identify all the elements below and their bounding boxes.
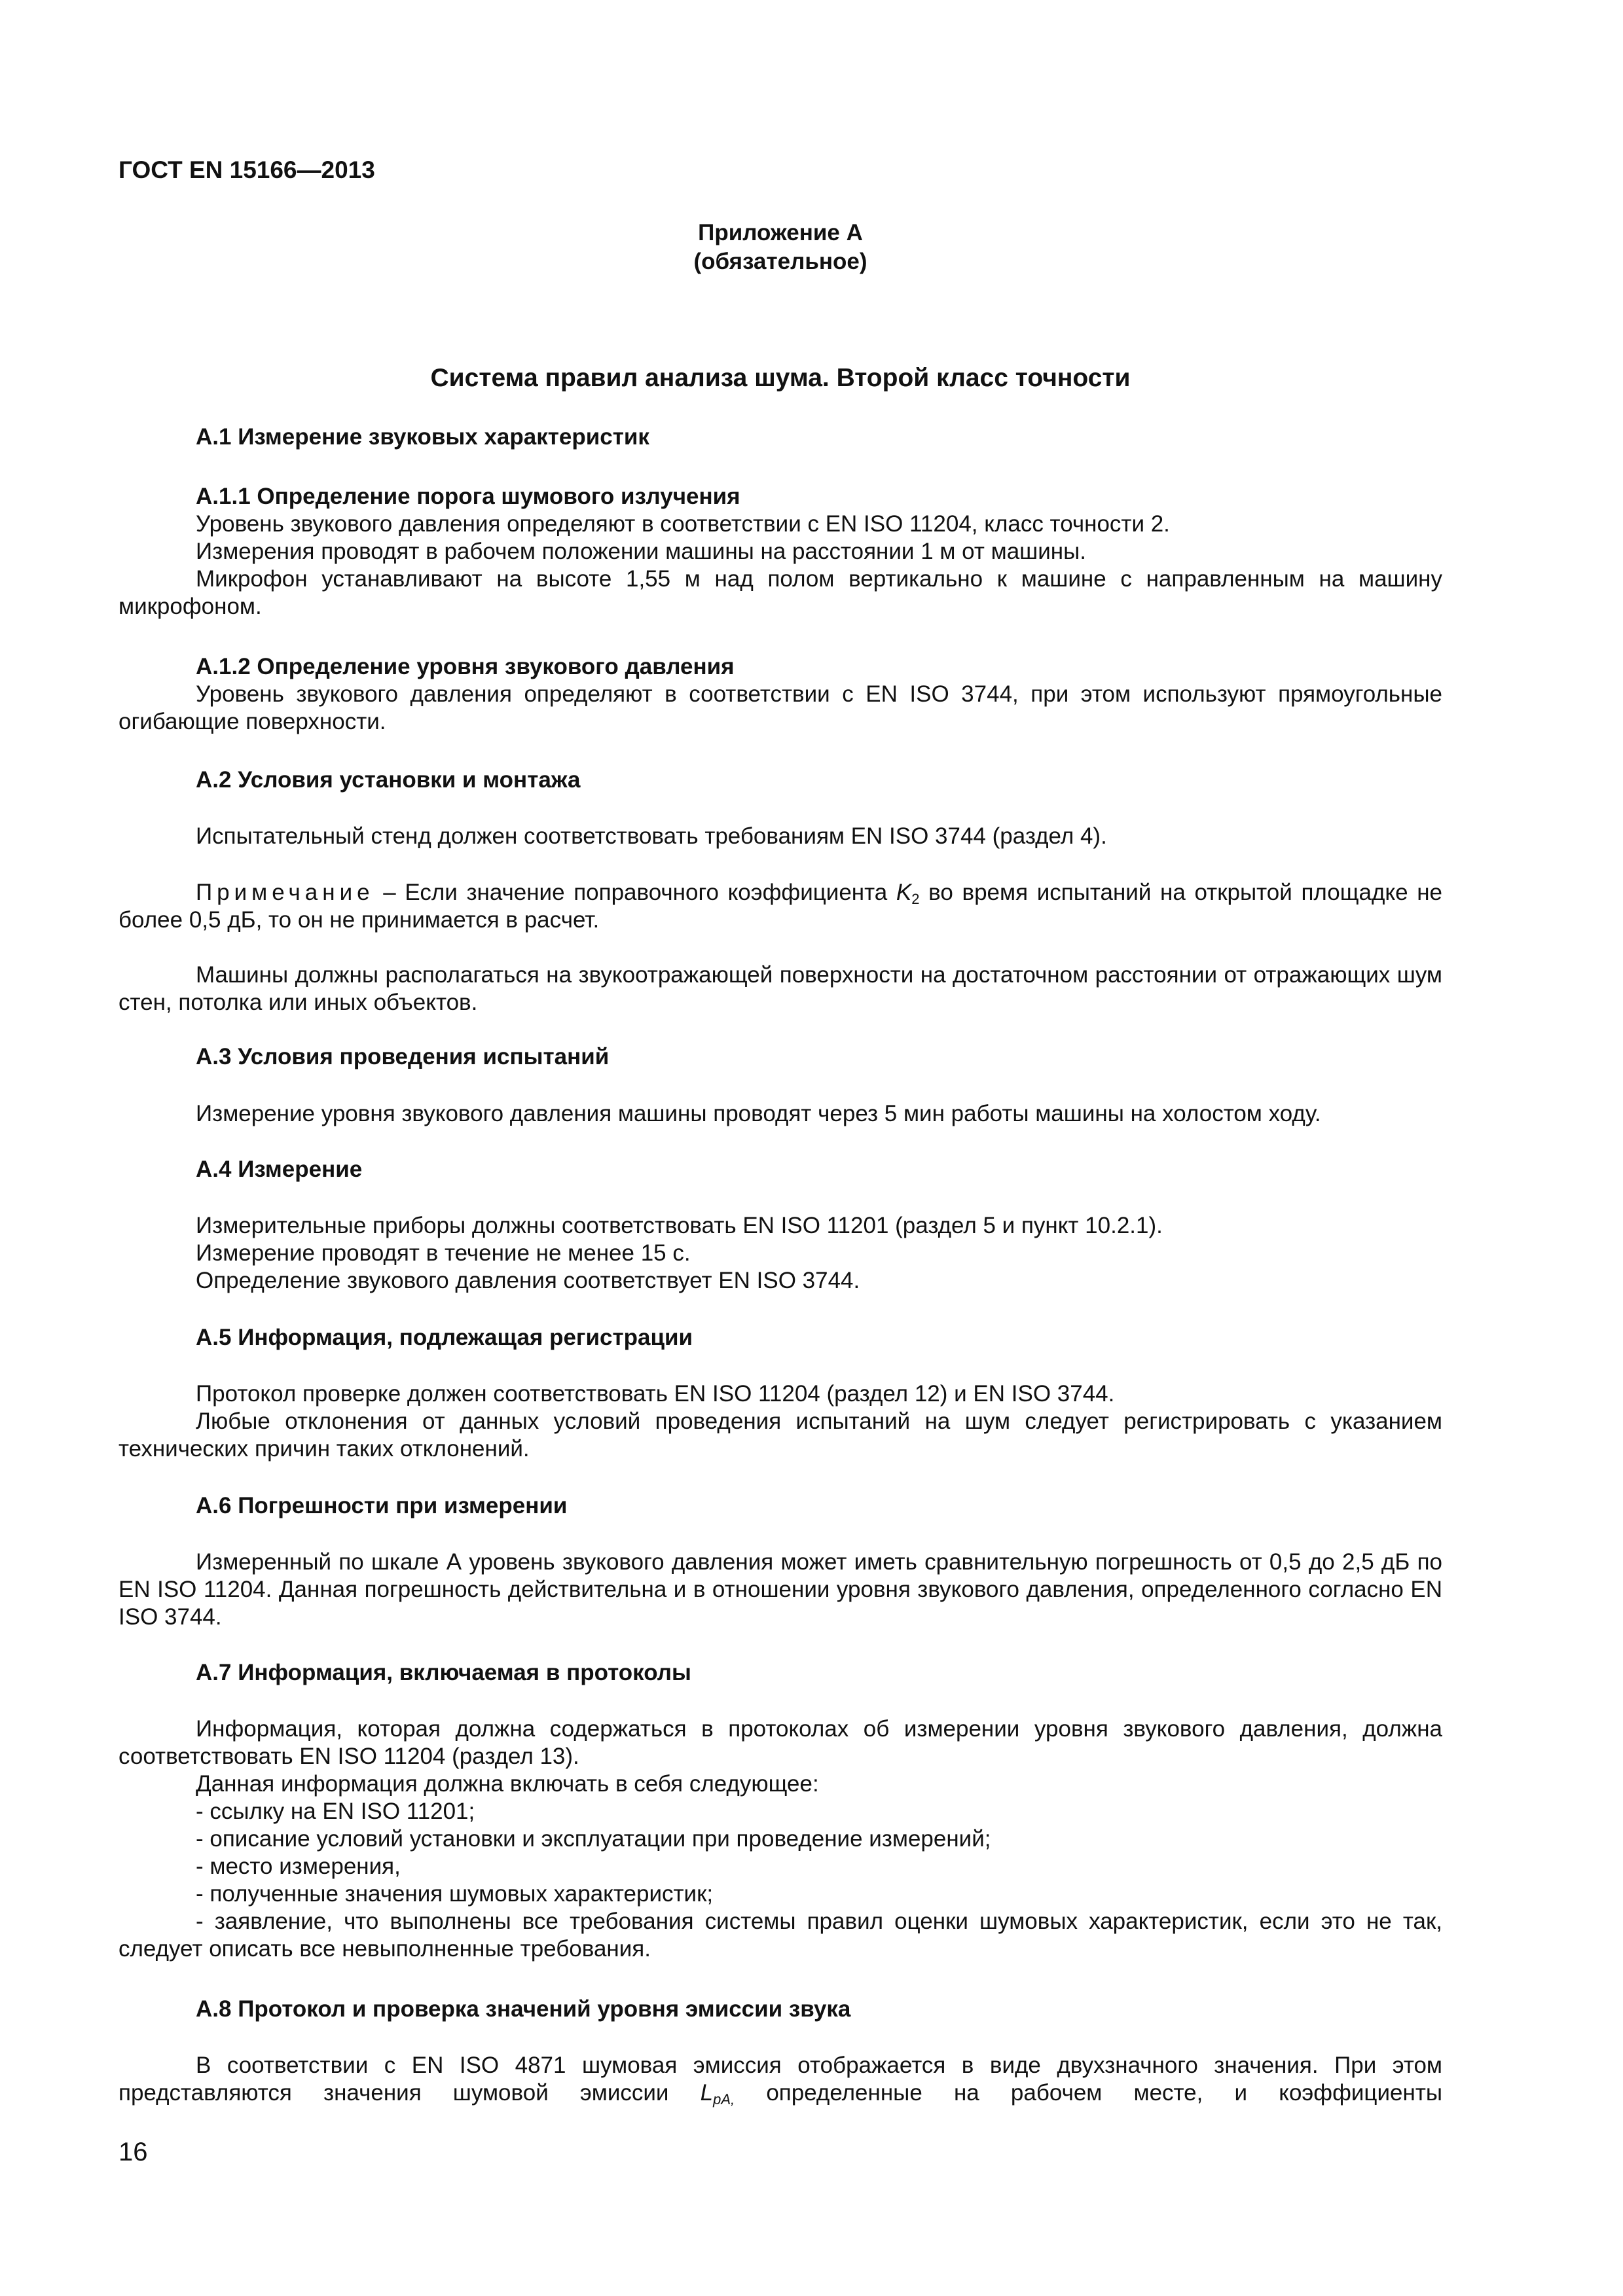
- section-a5-heading: А.5 Информация, подлежащая регистрации: [196, 1325, 693, 1350]
- section-a3-heading: А.3 Условия проведения испытаний: [196, 1044, 610, 1069]
- section-a4-paragraph-1: Измерительные приборы должны соответствовать EN ISO 11201 (раздел 5 и пункт 10.2.1).: [196, 1213, 1163, 1238]
- list-item: - полученные значения шумовых характеристик;: [196, 1881, 714, 1907]
- list-item: - место измерения,: [196, 1854, 401, 1879]
- section-a5-paragraph-1: Протокол проверке должен соответствовать EN ISO 11204 (раздел 12) и EN ISO 3744.: [196, 1381, 1115, 1407]
- section-a11: [119, 483, 1442, 620]
- section-a4-paragraph-3: Определение звукового давления соответствует EN ISO 3744.: [196, 1268, 860, 1293]
- section-a7-paragraph-1: Информация, которая должна содержаться в протоколах об измерении уровня звукового давления, должна соответствовать EN ISO 11204 (раздел 13).: [119, 1716, 1442, 1769]
- section-a7-body: [119, 1715, 1442, 1963]
- section-a6-heading: А.6 Погрешности при измерении: [196, 1493, 568, 1518]
- section-a8-text-b: определенные на рабочем месте, и коэффициенты: [735, 2080, 1443, 2106]
- section-a2-paragraph-1: Испытательный стенд должен соответствовать требованиям EN ISO 3744 (раздел 4).: [196, 823, 1107, 849]
- section-a12: [119, 653, 1442, 736]
- section-a2-heading: А.2 Условия установки и монтажа: [196, 767, 581, 793]
- main-title: Система правил анализа шума. Второй класс точности: [430, 364, 1131, 392]
- section-a4-heading: А.4 Измерение: [196, 1157, 363, 1182]
- section-a4-body: [119, 1212, 1442, 1295]
- section-a3-paragraph-1: Измерение уровня звукового давления машины проводят через 5 мин работы машины на холостом ходу.: [196, 1101, 1321, 1126]
- section-a8-text-a: В соответствии с EN ISO 4871 шумовая эмиссия отображается в виде двухзначного значения. При этом представляются значения шумовой эмиссии: [119, 2053, 1442, 2106]
- section-a4-paragraph-2: Измерение проводят в течение не менее 15 с.: [196, 1240, 691, 1266]
- note-coefficient-k: K: [896, 880, 912, 905]
- section-a11-heading: А.1.1 Определение порога шумового излучения: [196, 484, 740, 509]
- section-a11-paragraph-1: Уровень звукового давления определяют в соответствии с EN ISO 11204, класс точности 2.: [196, 511, 1170, 537]
- note-coefficient-k-sub: 2: [911, 891, 920, 907]
- section-a12-paragraph-1: Уровень звукового давления определяют в соответствии с EN ISO 3744, при этом используют прямоугольные огибающие поверхности.: [119, 681, 1442, 734]
- level-symbol-l-sub: pA,: [713, 2091, 735, 2108]
- section-a7-heading: А.7 Информация, включаемая в протоколы: [196, 1660, 691, 1685]
- section-a5-body: [119, 1380, 1442, 1463]
- appendix-title: Приложение А: [698, 220, 863, 245]
- appendix-status: (обязательное): [693, 249, 867, 274]
- list-item: - описание условий установки и эксплуатации при проведение измерений;: [196, 1826, 991, 1852]
- section-a7-paragraph-2: Данная информация должна включать в себя следующее:: [196, 1771, 819, 1797]
- list-item: - ссылку на EN ISO 11201;: [196, 1799, 475, 1824]
- section-a12-heading: А.1.2 Определение уровня звукового давления: [196, 654, 735, 679]
- section-a11-paragraph-2: Измерения проводят в рабочем положении машины на расстоянии 1 м от машины.: [196, 539, 1086, 564]
- section-a8-heading: А.8 Протокол и проверка значений уровня эмиссии звука: [196, 1996, 851, 2022]
- section-a11-paragraph-3: Микрофон устанавливают на высоте 1,55 м над полом вертикально к машине с направленным на машину микрофоном.: [119, 566, 1442, 619]
- section-a1-heading: А.1 Измерение звуковых характеристик: [196, 424, 649, 450]
- section-a5-paragraph-2: Любые отклонения от данных условий проведения испытаний на шум следует регистрировать с указанием технических причин таких отклонений.: [119, 1408, 1442, 1462]
- note-label: Примечание: [196, 880, 374, 905]
- note-text-1: – Если значение поправочного коэффициента: [374, 880, 896, 905]
- level-symbol-l: L: [700, 2080, 714, 2106]
- section-a8-paragraph-1: [119, 2052, 1442, 2107]
- document-code: ГОСТ EN 15166—2013: [119, 156, 375, 183]
- appendix-heading: [119, 219, 1442, 276]
- section-a2-note: [119, 879, 1442, 934]
- page-number: 16: [119, 2138, 148, 2166]
- note-text-2: во время испытаний на открытой площадке не более 0,5 дБ, то он не принимается в расчет.: [119, 880, 1442, 933]
- section-a2-paragraph-2: Машины должны располагаться на звукоотражающей поверхности на достаточном расстоянии от отражающих шум стен, потолка или иных объектов.: [119, 962, 1442, 1015]
- list-item: - заявление, что выполнены все требования системы правил оценки шумовых характеристик, если это не так, следует описать все невыполненные требования.: [119, 1909, 1442, 1962]
- section-a6-paragraph-1: Измеренный по шкале А уровень звукового давления может иметь сравнительную погрешность от 0,5 до 2,5 дБ по EN ISO 11204. Данная погрешность действительна и в отношении уровня звукового давления, определенного согласно EN ISO 3744.: [119, 1549, 1442, 1630]
